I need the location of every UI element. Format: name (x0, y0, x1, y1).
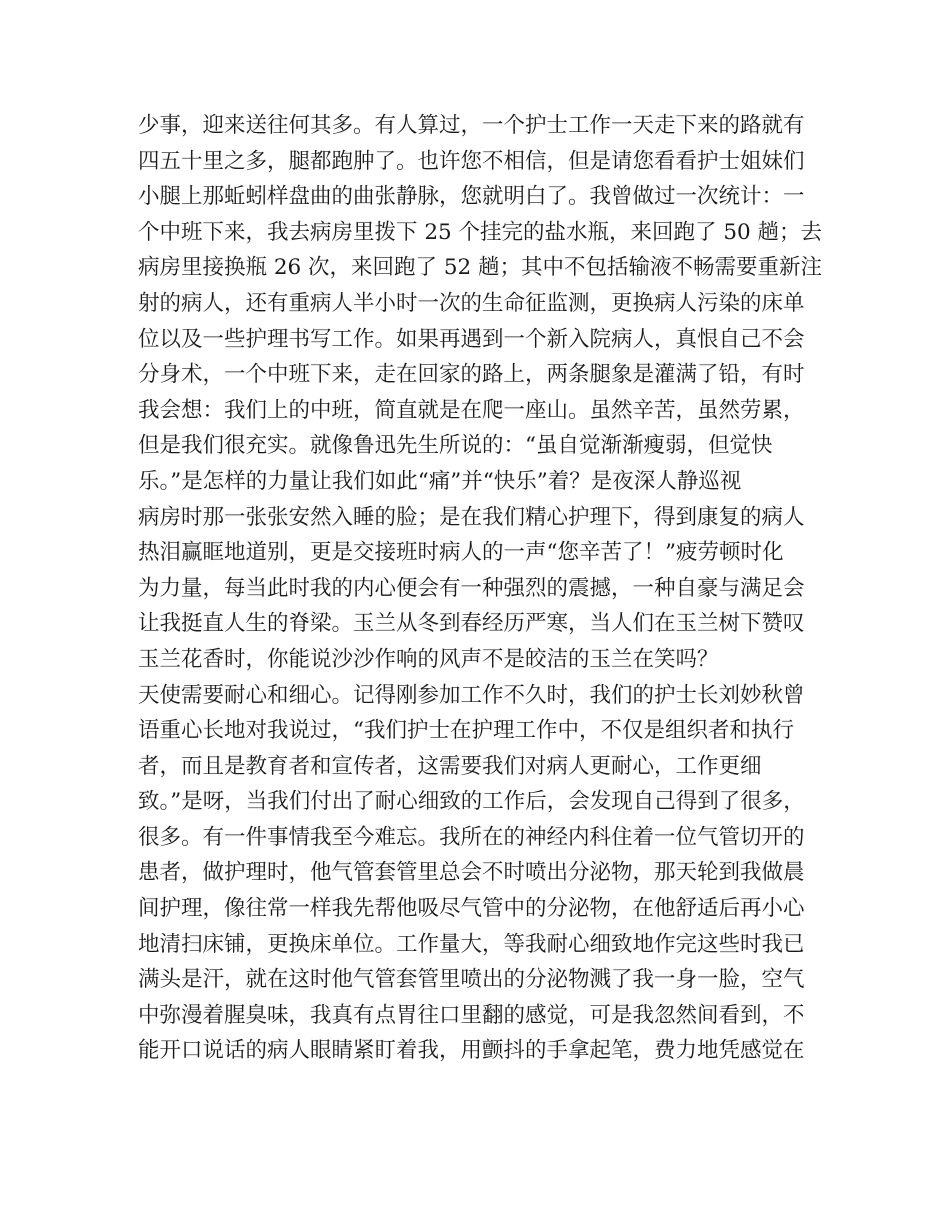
text-line: 者，而且是教育者和宣传者，这需要我们对病人更耐心，工作更细 (138, 753, 762, 779)
text-line: 热泪赢眶地道别，更是交接班时病人的一声“您辛苦了！”疲劳顿时化 (138, 540, 784, 566)
text-line: 玉兰花香时，你能说沙沙作响的风声不是皎洁的玉兰在笑吗？ (138, 646, 719, 672)
text-line: 小腿上那蚯蚓样盘曲的曲张静脉，您就明白了。我曾做过一次统计：一 (138, 184, 805, 210)
text-line: 位以及一些护理书写工作。如果再遇到一个新入院病人，真恨自己不会 (138, 326, 805, 352)
text-line: 语重心长地对我说过，“我们护士在护理工作中，不仅是组织者和执行 (138, 718, 794, 744)
text-line: 个中班下来，我去病房里拨下 25 个挂完的盐水瓶，来回跑了 50 趟；去 (138, 219, 823, 245)
text-line: 分身术，一个中班下来，走在回家的路上，两条腿象是灌满了铅，有时 (138, 362, 805, 388)
text-line: 病房时那一张张安然入睡的脸；是在我们精心护理下，得到康复的病人 (138, 504, 805, 530)
text-line: 乐。”是怎样的力量让我们如此“痛”并“快乐”着？是夜深人静巡视 (138, 468, 742, 494)
text-line: 四五十里之多，腿都跑肿了。也许您不相信，但是请您看看护士姐妹们 (138, 148, 805, 174)
text-line: 患者，做护理时，他气管套管里总会不时喷出分泌物，那天轮到我做晨 (138, 860, 805, 886)
text-line: 天使需要耐心和细心。记得刚参加工作不久时，我们的护士长刘妙秋曾 (138, 682, 805, 708)
text-line: 很多。有一件事情我至今难忘。我所在的神经内科住着一位气管切开的 (138, 824, 805, 850)
body-text (138, 108, 828, 1069)
text-line: 中弥漫着腥臭味，我真有点胃往口里翻的感觉，可是我忽然间看到，不 (138, 1002, 805, 1028)
text-line: 少事，迎来送往何其多。有人算过，一个护士工作一天走下来的路就有 (138, 113, 805, 138)
text-line: 我会想：我们上的中班，简直就是在爬一座山。虽然辛苦，虽然劳累， (138, 397, 805, 423)
text-line: 间护理，像往常一样我先帮他吸尽气管中的分泌物，在他舒适后再小心 (138, 896, 805, 922)
text-line: 满头是汗，就在这时他气管套管里喷出的分泌物溅了我一身一脸，空气 (138, 967, 805, 993)
text-line: 能开口说话的病人眼睛紧盯着我，用颤抖的手拿起笔，费力地凭感觉在 (138, 1038, 805, 1064)
text-line: 地清扫床铺，更换床单位。工作量大，等我耐心细致地作完这些时我已 (138, 931, 805, 957)
text-line: 为力量，每当此时我的内心便会有一种强烈的震撼，一种自豪与满足会 (138, 575, 805, 601)
text-line: 但是我们很充实。就像鲁迅先生所说的：“虽自觉渐渐瘦弱，但觉快 (138, 433, 773, 459)
text-line: 病房里接换瓶 26 次，来回跑了 52 趟；其中不包括输液不畅需要重新注 (138, 255, 823, 281)
text-line: 让我挺直人生的脊梁。玉兰从冬到春经历严寒，当人们在玉兰树下赞叹 (138, 611, 805, 637)
text-line: 射的病人，还有重病人半小时一次的生命征监测，更换病人污染的床单 (138, 290, 805, 316)
text-line: 致。”是呀，当我们付出了耐心细致的工作后，会发现自己得到了很多， (138, 789, 805, 815)
